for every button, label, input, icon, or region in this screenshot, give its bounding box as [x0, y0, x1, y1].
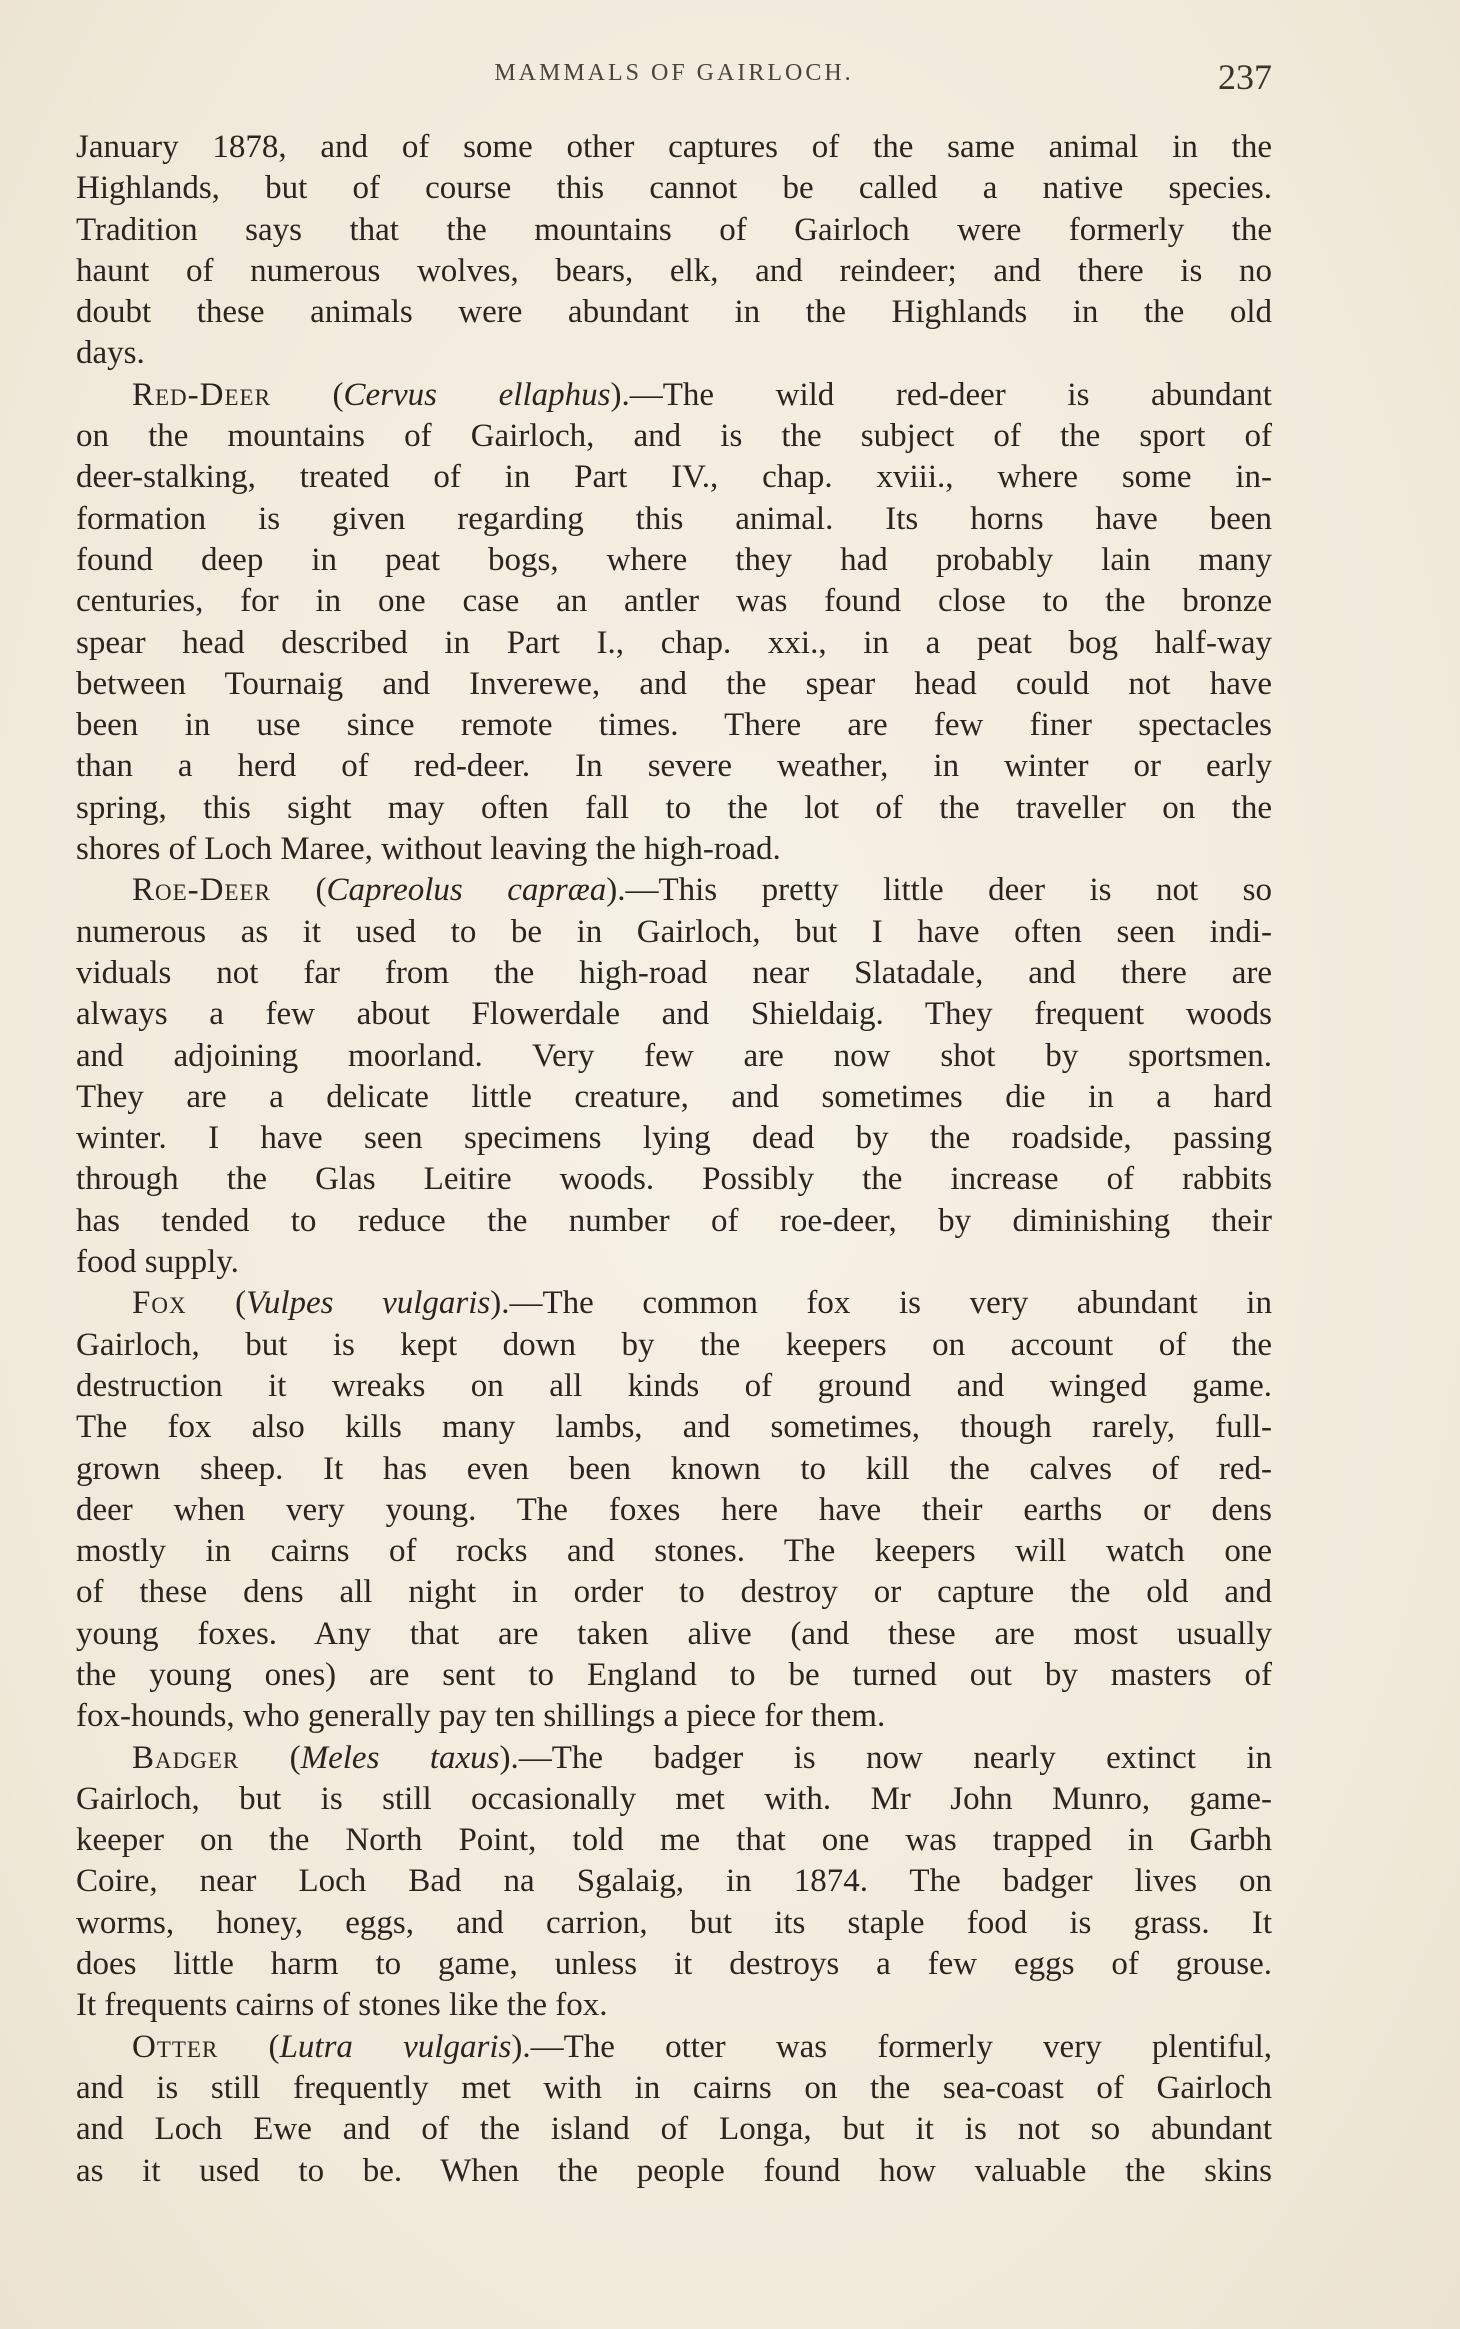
text-line: destruction it wreaks on all kinds of ground and winged game. [76, 1367, 1272, 1404]
text-line: winter. I have seen specimens lying dead by the roadside, passing [76, 1120, 1272, 1157]
text-line: January 1878, and of some other captures of the same animal in the [76, 129, 1272, 165]
paren-close: ). [511, 2028, 531, 2065]
text-line: numerous as it used to be in Gairloch, but I have often seen indi- [76, 913, 1272, 950]
text-line: deer when very young. The foxes here have their earths or dens [76, 1491, 1272, 1528]
text-line: Gairloch, but is still occasionally met with. Mr John Munro, game- [76, 1780, 1272, 1817]
paren-open: ( [270, 872, 327, 909]
entry-text: —The wild red-deer is abundant [629, 376, 1272, 413]
paren-close: ). [610, 376, 630, 413]
text-line: as it used to be. When the people found how valuable the skins [76, 2152, 1272, 2189]
entry-text: —The otter was formerly very plentiful, [530, 2028, 1272, 2065]
paren-close: ). [606, 872, 626, 909]
scientific-name: Cervus ellaphus [343, 376, 611, 413]
entry-text: —The badger is now nearly extinct in [518, 1739, 1272, 1776]
text-line: haunt of numerous wolves, bears, elk, and reindeer; and there is no [76, 252, 1272, 289]
text-line: viduals not far from the high-road near Slatadale, and there are [76, 954, 1272, 991]
text-line: keeper on the North Point, told me that one was trapped in Garbh [76, 1822, 1272, 1859]
text-line: Tradition says that the mountains of Gairloch were formerly the [76, 211, 1272, 248]
species-name: Otter [132, 2028, 219, 2065]
text-line: formation is given regarding this animal. Its horns have been [76, 500, 1272, 537]
species-name: Badger [132, 1739, 240, 1776]
entry-heading-line [76, 870, 1272, 911]
text-line: and adjoining moorland. Very few are now shot by sportsmen. [76, 1037, 1272, 1074]
text-line: It frequents cairns of stones like the fox. [76, 1987, 608, 2024]
text-line: the young ones) are sent to England to be turned out by masters of [76, 1656, 1272, 1693]
scientific-name: Meles taxus [300, 1739, 500, 1776]
body-text [76, 127, 1272, 2192]
species-name: Fox [132, 1285, 187, 1322]
species-name: Red-Deer [132, 376, 271, 413]
text-line: been in use since remote times. There are few finer spectacles [76, 707, 1272, 744]
text-line: mostly in cairns of rocks and stones. The keepers will watch one [76, 1533, 1272, 1570]
text-line: through the Glas Leitire woods. Possibly the increase of rabbits [76, 1161, 1272, 1198]
scientific-name: Capreolus capræa [326, 872, 607, 909]
paren-close: ). [490, 1285, 510, 1322]
text-line: on the mountains of Gairloch, and is the subject of the sport of [76, 418, 1272, 455]
text-line: between Tournaig and Inverewe, and the spear head could not have [76, 665, 1272, 702]
paren-open: ( [270, 376, 344, 413]
entry-heading-line [76, 2027, 1272, 2068]
running-title: MAMMALS OF GAIRLOCH. [494, 60, 854, 86]
text-line: Highlands, but of course this cannot be called a native species. [76, 170, 1272, 207]
paren-close: ). [499, 1739, 519, 1776]
text-line: and is still frequently met with in cairns on the sea-coast of Gairloch [76, 2069, 1272, 2106]
text-line: of these dens all night in order to destroy or capture the old and [76, 1574, 1272, 1611]
scientific-name: Lutra vulgaris [279, 2028, 512, 2065]
entry-heading-line [76, 1283, 1272, 1324]
entry-heading-line [76, 1738, 1272, 1779]
page-number: 237 [1218, 57, 1272, 97]
text-line: does little harm to game, unless it destroys a few eggs of grouse. [76, 1946, 1272, 1983]
running-head [76, 56, 1272, 106]
text-line: worms, honey, eggs, and carrion, but its staple food is grass. It [76, 1904, 1272, 1941]
text-line: grown sheep. It has even been known to kill the calves of red- [76, 1450, 1272, 1487]
text-line: always a few about Flowerdale and Shieldaig. They frequent woods [76, 996, 1272, 1033]
text-line: shores of Loch Maree, without leaving the high-road. [76, 831, 781, 868]
text-line: young foxes. Any that are taken alive (and these are most usually [76, 1615, 1272, 1652]
text-line: has tended to reduce the number of roe-deer, by diminishing their [76, 1202, 1272, 1239]
paren-open: ( [186, 1285, 247, 1322]
text-line: Coire, near Loch Bad na Sgalaig, in 1874. The badger lives on [76, 1863, 1272, 1900]
entry-text: —The common fox is very abundant in [509, 1285, 1272, 1322]
text-line: They are a delicate little creature, and sometimes die in a hard [76, 1078, 1272, 1115]
text-line: The fox also kills many lambs, and sometimes, though rarely, full- [76, 1409, 1272, 1446]
text-line: fox-hounds, who generally pay ten shillings a piece for them. [76, 1698, 886, 1735]
text-line: food supply. [76, 1244, 239, 1281]
text-line: found deep in peat bogs, where they had probably lain many [76, 541, 1272, 578]
paren-open: ( [239, 1739, 301, 1776]
scientific-name: Vulpes vulgaris [246, 1285, 491, 1322]
entry-heading-line [76, 375, 1272, 416]
text-line: and Loch Ewe and of the island of Longa, but it is not so abundant [76, 2111, 1272, 2148]
text-line: deer-stalking, treated of in Part IV., chap. xviii., where some in- [76, 459, 1272, 496]
text-line: than a herd of red-deer. In severe weather, in winter or early [76, 748, 1272, 785]
text-line: spring, this sight may often fall to the lot of the traveller on the [76, 789, 1272, 826]
species-name: Roe-Deer [132, 872, 271, 909]
text-line: Gairloch, but is kept down by the keepers on account of the [76, 1326, 1272, 1363]
entry-text: —This pretty little deer is not so [625, 872, 1272, 909]
text-line: doubt these animals were abundant in the Highlands in the old [76, 294, 1272, 331]
text-line: centuries, for in one case an antler was found close to the bronze [76, 583, 1272, 620]
paren-open: ( [218, 2028, 280, 2065]
text-line: spear head described in Part I., chap. xxi., in a peat bog half-way [76, 624, 1272, 661]
text-line: days. [76, 335, 145, 372]
